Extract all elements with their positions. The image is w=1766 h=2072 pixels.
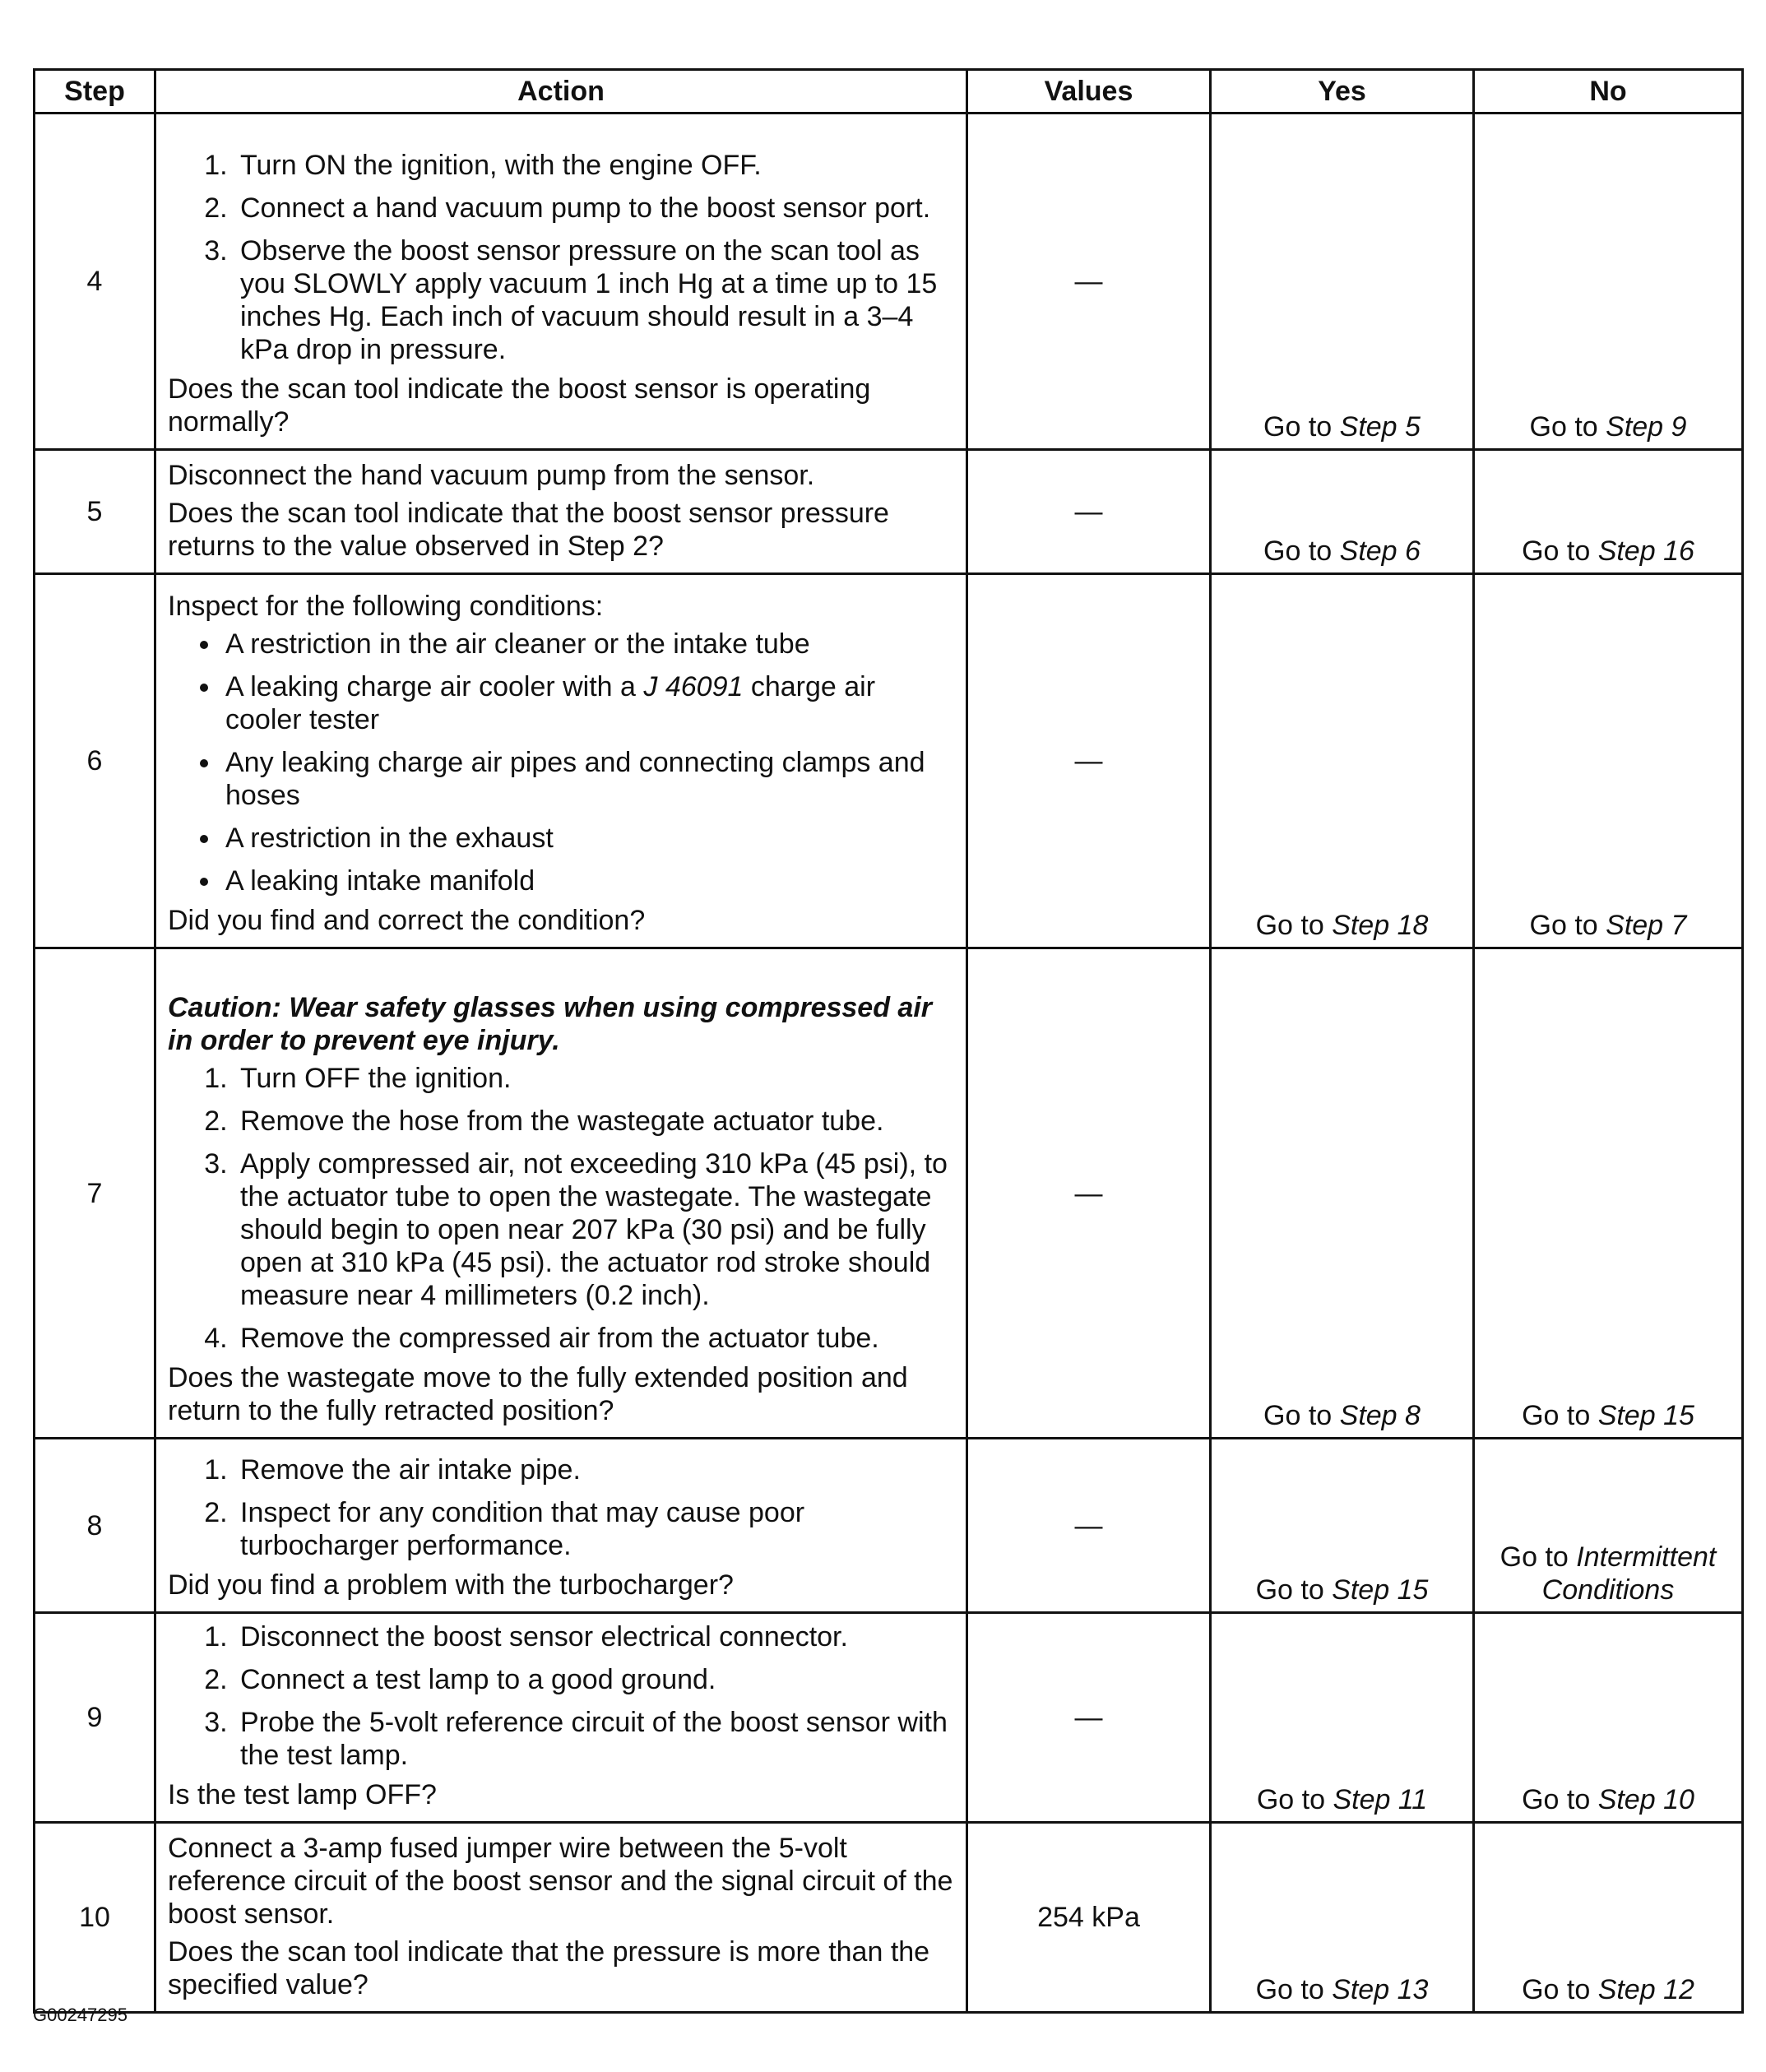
action-cell bbox=[155, 948, 967, 1439]
diagnostic-table bbox=[33, 68, 1744, 2014]
yes-prefix: Go to bbox=[1255, 1574, 1333, 1606]
yes-cell bbox=[1211, 574, 1474, 948]
action-item: 1. Turn ON the ignition, with the engine OFF. bbox=[235, 149, 954, 182]
yes-step-ref: Step 5 bbox=[1339, 411, 1421, 443]
action-question: Does the scan tool indicate that the boost sensor pressure returns to the value observed in Step 2? bbox=[168, 498, 889, 562]
condition-item bbox=[222, 864, 954, 897]
action-item: 2. Inspect for any condition that may cause poor turbocharger performance. bbox=[235, 1496, 954, 1562]
header-values: Values bbox=[967, 70, 1211, 114]
header-yes: Yes bbox=[1211, 70, 1474, 114]
action-cell bbox=[155, 450, 967, 574]
yes-cell bbox=[1211, 1823, 1474, 2013]
action-item: 1. Disconnect the boost sensor electrical connector. bbox=[235, 1620, 954, 1653]
no-step-ref: Step 12 bbox=[1597, 1974, 1694, 2005]
no-cell bbox=[1474, 574, 1743, 948]
no-cell bbox=[1474, 1613, 1743, 1823]
condition-text: A leaking intake manifold bbox=[225, 865, 535, 897]
yes-prefix: Go to bbox=[1263, 535, 1340, 567]
action-question: Does the scan tool indicate the boost sensor is operating normally? bbox=[168, 373, 871, 438]
header-row bbox=[35, 70, 1743, 114]
yes-step-ref: Step 8 bbox=[1339, 1400, 1421, 1431]
value-cell: — bbox=[967, 450, 1211, 574]
no-cell bbox=[1474, 1823, 1743, 2013]
action-list bbox=[168, 149, 954, 366]
yes-prefix: Go to bbox=[1256, 1784, 1333, 1815]
step-number: 6 bbox=[35, 574, 155, 948]
no-prefix: Go to bbox=[1522, 1974, 1598, 2005]
condition-item bbox=[222, 670, 954, 736]
condition-text: charge air cooler tester bbox=[225, 671, 876, 735]
yes-cell bbox=[1211, 450, 1474, 574]
no-prefix: Go to bbox=[1522, 1784, 1598, 1815]
yes-prefix: Go to bbox=[1263, 1400, 1340, 1431]
action-cell bbox=[155, 1613, 967, 1823]
action-question: Did you find a problem with the turbocharger? bbox=[168, 1569, 734, 1601]
table-row bbox=[35, 1439, 1743, 1613]
header-action: Action bbox=[155, 70, 967, 114]
action-list bbox=[168, 1620, 954, 1772]
step-number: 10 bbox=[35, 1823, 155, 2013]
yes-step-ref: Step 11 bbox=[1333, 1784, 1428, 1815]
no-step-ref: Step 7 bbox=[1606, 910, 1687, 941]
action-item: 2. Remove the hose from the wastegate actuator tube. bbox=[235, 1105, 954, 1138]
table-row bbox=[35, 574, 1743, 948]
value-cell: — bbox=[967, 948, 1211, 1439]
no-cell bbox=[1474, 450, 1743, 574]
step-number: 7 bbox=[35, 948, 155, 1439]
table-row bbox=[35, 114, 1743, 450]
action-question: Is the test lamp OFF? bbox=[168, 1779, 437, 1810]
step-number: 8 bbox=[35, 1439, 155, 1613]
value-cell: — bbox=[967, 1439, 1211, 1613]
no-prefix: Go to bbox=[1529, 910, 1606, 941]
value-cell: — bbox=[967, 574, 1211, 948]
yes-prefix: Go to bbox=[1255, 910, 1333, 941]
no-step-ref: Step 15 bbox=[1597, 1400, 1694, 1431]
no-prefix: Go to bbox=[1529, 411, 1606, 443]
condition-item bbox=[222, 746, 954, 812]
table-row bbox=[35, 948, 1743, 1439]
no-cell bbox=[1474, 1439, 1743, 1613]
yes-step-ref: Step 15 bbox=[1332, 1574, 1429, 1606]
condition-text: Any leaking charge air pipes and connecting clamps and hoses bbox=[225, 747, 925, 811]
yes-prefix: Go to bbox=[1263, 411, 1340, 443]
tool-number: J 46091 bbox=[643, 671, 744, 702]
action-cell bbox=[155, 114, 967, 450]
diagnostic-table-sheet bbox=[33, 68, 1741, 2014]
action-cell bbox=[155, 1439, 967, 1613]
action-item: 1. Turn OFF the ignition. bbox=[235, 1062, 954, 1095]
condition-item bbox=[222, 822, 954, 855]
yes-cell bbox=[1211, 114, 1474, 450]
caution-note: Caution: Wear safety glasses when using compressed air in order to prevent eye injury. bbox=[168, 992, 933, 1056]
condition-list bbox=[168, 628, 954, 897]
yes-step-ref: Step 18 bbox=[1332, 910, 1429, 941]
action-cell bbox=[155, 1823, 967, 2013]
step-number: 4 bbox=[35, 114, 155, 450]
action-lead: Connect a 3-amp fused jumper wire between the 5-volt reference circuit of the boost sensor and the signal circuit of the boost sensor. bbox=[168, 1833, 953, 1930]
yes-cell bbox=[1211, 948, 1474, 1439]
figure-code: G00247295 bbox=[33, 2005, 127, 2025]
no-prefix: Go to bbox=[1522, 1400, 1598, 1431]
step-number: 9 bbox=[35, 1613, 155, 1823]
no-step-ref: Step 10 bbox=[1597, 1784, 1694, 1815]
action-list bbox=[168, 1453, 954, 1562]
yes-cell bbox=[1211, 1613, 1474, 1823]
action-item: 2. Connect a hand vacuum pump to the boost sensor port. bbox=[235, 192, 954, 225]
action-item: 2. Connect a test lamp to a good ground. bbox=[235, 1663, 954, 1696]
action-question: Does the wastegate move to the fully extended position and return to the fully retracted position? bbox=[168, 1362, 908, 1426]
action-question: Did you find and correct the condition? bbox=[168, 905, 646, 936]
header-no: No bbox=[1474, 70, 1743, 114]
action-item: 3. Apply compressed air, not exceeding 310 kPa (45 psi), to the actuator tube to open the wastegate. The wastegate should begin to open near 207 kPa (30 psi) and be fully open at 310 kPa (45 psi). the actuator rod stroke should measure near 4 millimeters (0.2 inch). bbox=[235, 1147, 954, 1312]
condition-text: A restriction in the exhaust bbox=[225, 823, 554, 854]
action-lead: Disconnect the hand vacuum pump from the sensor. bbox=[168, 460, 815, 491]
yes-prefix: Go to bbox=[1255, 1974, 1333, 2005]
value-cell: 254 kPa bbox=[967, 1823, 1211, 2013]
no-cell bbox=[1474, 114, 1743, 450]
no-cell bbox=[1474, 948, 1743, 1439]
action-cell bbox=[155, 574, 967, 948]
no-step-ref: Intermittent Conditions bbox=[1541, 1541, 1717, 1606]
condition-text: A restriction in the air cleaner or the intake tube bbox=[225, 628, 810, 660]
action-lead: Inspect for the following conditions: bbox=[168, 591, 604, 622]
no-step-ref: Step 9 bbox=[1606, 411, 1687, 443]
value-cell: — bbox=[967, 114, 1211, 450]
action-item: 1. Remove the air intake pipe. bbox=[235, 1453, 954, 1486]
step-number: 5 bbox=[35, 450, 155, 574]
action-list bbox=[168, 1062, 954, 1355]
table-row bbox=[35, 1613, 1743, 1823]
action-item: 3. Probe the 5-volt reference circuit of the boost sensor with the test lamp. bbox=[235, 1706, 954, 1772]
table-row bbox=[35, 1823, 1743, 2013]
no-prefix: Go to bbox=[1499, 1541, 1577, 1573]
condition-text: A leaking charge air cooler with a bbox=[225, 671, 644, 702]
action-item: 4. Remove the compressed air from the actuator tube. bbox=[235, 1322, 954, 1355]
yes-step-ref: Step 6 bbox=[1339, 535, 1421, 567]
header-step: Step bbox=[35, 70, 155, 114]
value-cell: — bbox=[967, 1613, 1211, 1823]
action-item: 3. Observe the boost sensor pressure on the scan tool as you SLOWLY apply vacuum 1 inch Hg at a time up to 15 inches Hg. Each inch of vacuum should result in a 3–4 kPa drop in pressure. bbox=[235, 234, 954, 366]
yes-step-ref: Step 13 bbox=[1332, 1974, 1429, 2005]
no-prefix: Go to bbox=[1522, 535, 1598, 567]
no-step-ref: Step 16 bbox=[1597, 535, 1694, 567]
table-row bbox=[35, 450, 1743, 574]
condition-item bbox=[222, 628, 954, 661]
yes-cell bbox=[1211, 1439, 1474, 1613]
action-question: Does the scan tool indicate that the pressure is more than the specified value? bbox=[168, 1936, 930, 2000]
